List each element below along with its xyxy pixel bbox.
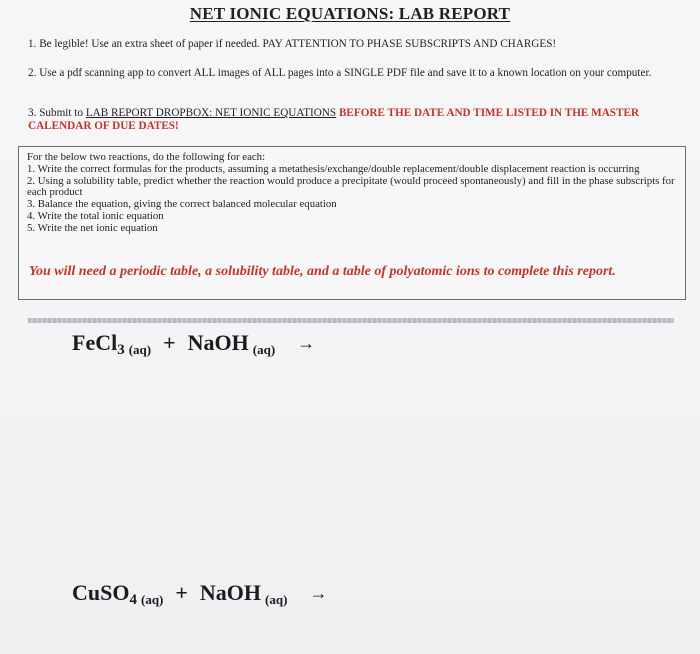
instructions-box	[18, 146, 686, 300]
instruction-step-3: 3. Balance the equation, giving the correct balanced molecular equation	[27, 198, 337, 211]
eq2-reactant2: NaOH	[199, 580, 262, 605]
eq1-reactant1-subscript: 3	[117, 342, 125, 358]
instruction-step-1: 1. Write the correct formulas for the products, assuming a metathesis/exchange/double replacement/double displacement reaction is occurring	[27, 162, 640, 175]
eq1-plus-sign: +	[163, 330, 176, 355]
instruction-item-1: 1. Be legible! Use an extra sheet of paper if needed. PAY ATTENTION TO PHASE SUBSCRIPTS AND CHARGES!	[28, 38, 557, 50]
dropbox-link-text: LAB REPORT DROPBOX: NET IONIC EQUATIONS	[85, 107, 337, 119]
eq1-reactant1-state: (aq)	[128, 342, 152, 357]
section-divider	[28, 318, 674, 323]
eq2-reactant1-state: (aq)	[140, 592, 164, 607]
eq1-arrow-icon: →	[297, 333, 316, 353]
eq2-plus-sign: +	[175, 580, 188, 605]
instruction-step-5: 5. Write the net ionic equation	[27, 221, 158, 234]
instructions-intro: For the below two reactions, do the following for each:	[27, 151, 266, 163]
eq2-reactant2-state: (aq)	[265, 592, 288, 607]
page-title	[0, 4, 700, 24]
instruction-step-2: 2. Using a solubility table, predict whether the reaction would produce a precipitate (would proceed spontaneously) and fill in the phase subscripts for each product	[27, 174, 675, 199]
item3-prefix: 3. Submit to	[28, 107, 86, 119]
instructions-list	[27, 152, 677, 235]
instruction-step-4: 4. Write the total ionic equation	[27, 209, 164, 222]
due-date-warning: BEFORE THE DATE AND TIME LISTED IN THE MASTER CALENDAR OF DUE DATES!	[28, 107, 640, 132]
eq2-arrow-icon: →	[309, 583, 328, 603]
materials-note: You will need a periodic table, a solubility table, and a table of polyatomic ions to complete this report.	[29, 264, 616, 279]
instruction-item-2: 2. Use a pdf scanning app to convert ALL images of ALL pages into a SINGLE PDF file and save it to a known location on your computer.	[28, 67, 652, 79]
eq1-reactant2-state: (aq)	[252, 342, 276, 357]
eq1-reactant1: FeCl	[72, 330, 118, 355]
reaction-equation-2	[72, 580, 327, 609]
reaction-equation-1	[72, 330, 315, 359]
eq1-reactant2: NaOH	[187, 330, 249, 355]
page-title-text: NET IONIC EQUATIONS: LAB REPORT	[189, 4, 511, 23]
eq2-reactant1-subscript: 4	[129, 592, 137, 608]
instruction-item-3	[28, 107, 658, 132]
eq2-reactant1: CuSO	[72, 580, 130, 605]
